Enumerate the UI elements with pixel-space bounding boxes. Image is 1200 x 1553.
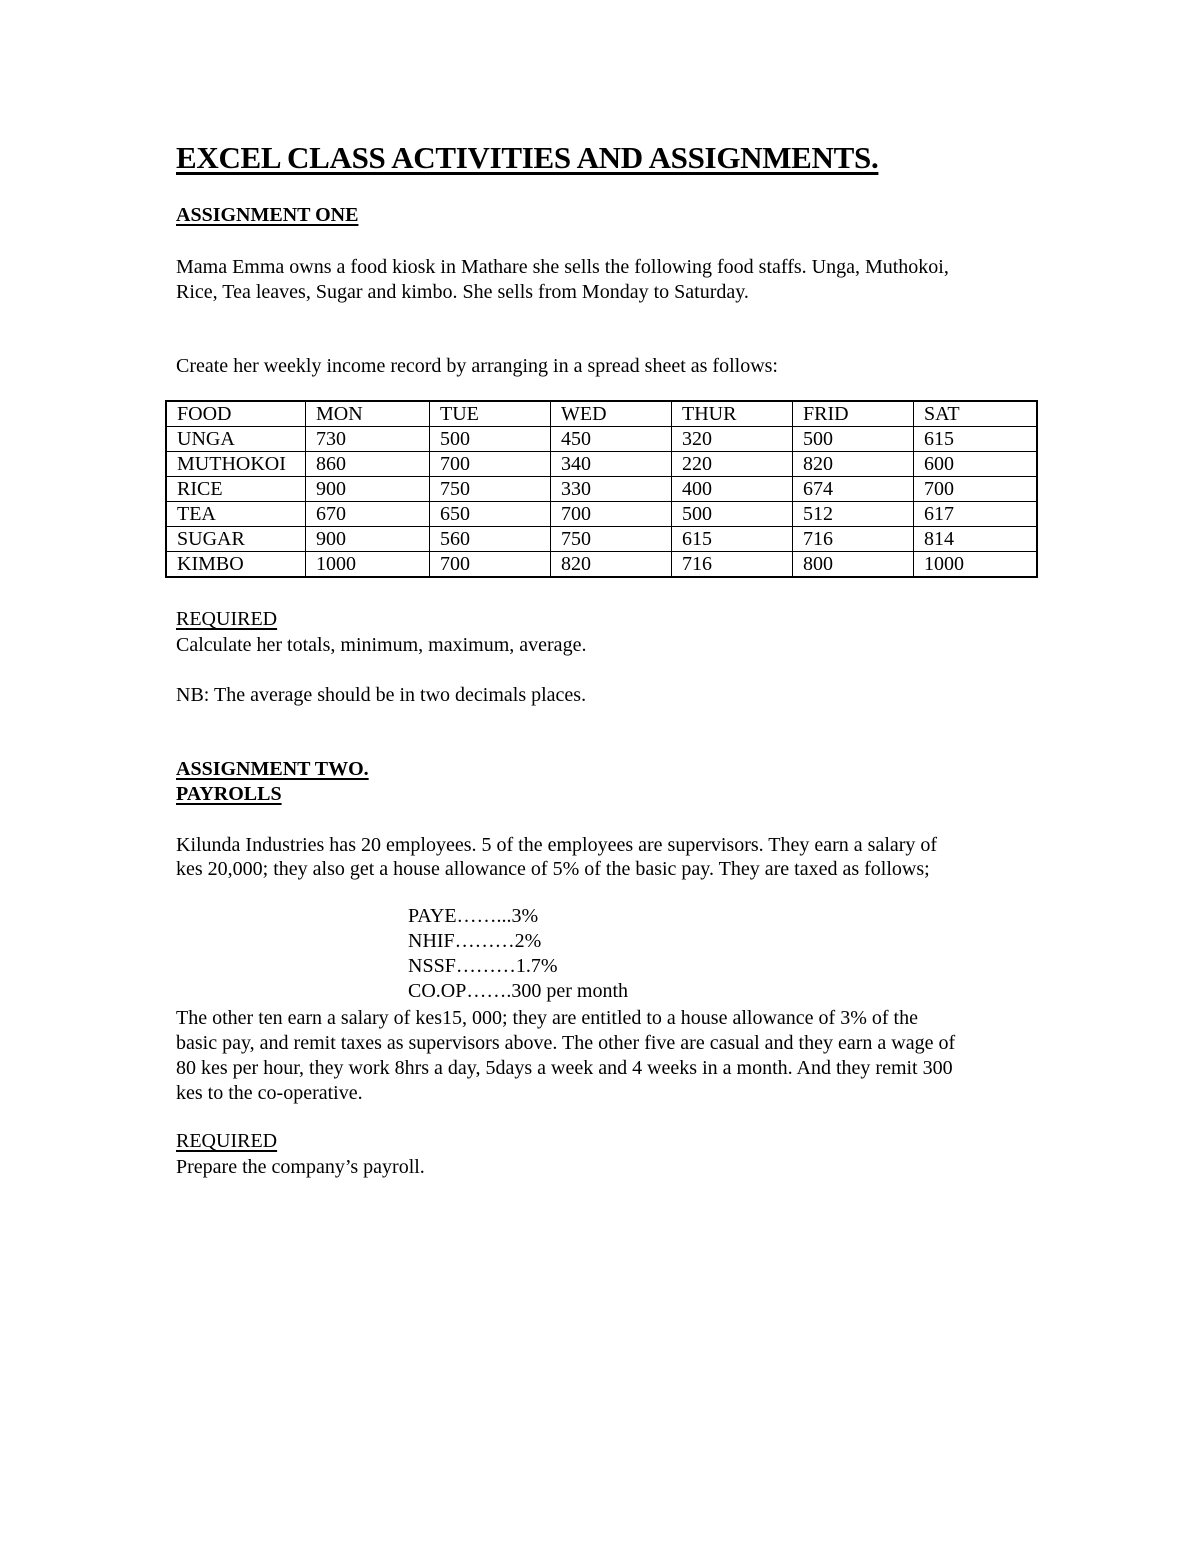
table-header-cell: TUE <box>430 401 551 427</box>
table-header-cell: FOOD <box>166 401 306 427</box>
assignment-two-para-line-4: kes to the co-operative. <box>176 1082 363 1104</box>
assignment-two-required-label: REQUIRED <box>176 1130 278 1152</box>
table-header-cell: FRID <box>793 401 914 427</box>
table-row <box>166 427 1037 452</box>
table-cell: 700 <box>551 502 672 527</box>
table-header-row <box>166 401 1037 427</box>
table-cell: 716 <box>672 552 793 578</box>
table-row <box>166 452 1037 477</box>
table-cell: 500 <box>672 502 793 527</box>
table-cell: 900 <box>306 527 430 552</box>
assignment-one-instruction: Create her weekly income record by arranging in a spread sheet as follows: <box>176 355 778 377</box>
table-cell: KIMBO <box>166 552 306 578</box>
table-cell: 1000 <box>914 552 1038 578</box>
assignment-two-para-line-1: The other ten earn a salary of kes15, 000; they are entitled to a house allowance of 3% of the <box>176 1007 918 1029</box>
table-cell: 650 <box>430 502 551 527</box>
table-row <box>166 477 1037 502</box>
table-cell: TEA <box>166 502 306 527</box>
assignment-one-required-text: Calculate her totals, minimum, maximum, average. <box>176 634 587 656</box>
table-cell: 674 <box>793 477 914 502</box>
table-header-cell: MON <box>306 401 430 427</box>
table-cell: 500 <box>793 427 914 452</box>
assignment-two-para-line-2: basic pay, and remit taxes as supervisors above. The other five are casual and they earn a wage of <box>176 1032 956 1054</box>
table-cell: 700 <box>430 552 551 578</box>
payrolls-subheading: PAYROLLS <box>176 783 282 805</box>
table-cell: 340 <box>551 452 672 477</box>
table-cell: SUGAR <box>166 527 306 552</box>
assignment-one-required-label: REQUIRED <box>176 608 278 630</box>
table-cell: 700 <box>914 477 1038 502</box>
table-cell: 600 <box>914 452 1038 477</box>
tax-rates-list <box>408 904 628 1004</box>
table-cell: 750 <box>430 477 551 502</box>
assignment-one-intro-line-2: Rice, Tea leaves, Sugar and kimbo. She sells from Monday to Saturday. <box>176 281 749 303</box>
table-cell: 615 <box>672 527 793 552</box>
assignment-two-intro-line-2: kes 20,000; they also get a house allowance of 5% of the basic pay. They are taxed as follows; <box>176 858 930 880</box>
table-cell: MUTHOKOI <box>166 452 306 477</box>
table-header-cell: THUR <box>672 401 793 427</box>
table-cell: 560 <box>430 527 551 552</box>
table-cell: 814 <box>914 527 1038 552</box>
table-row <box>166 527 1037 552</box>
table-cell: 730 <box>306 427 430 452</box>
table-cell: UNGA <box>166 427 306 452</box>
table-cell: 800 <box>793 552 914 578</box>
assignment-two-heading: ASSIGNMENT TWO. <box>176 758 369 780</box>
table-header-cell: WED <box>551 401 672 427</box>
table-cell: 617 <box>914 502 1038 527</box>
table-row <box>166 502 1037 527</box>
table-cell: 670 <box>306 502 430 527</box>
table-cell: 500 <box>430 427 551 452</box>
table-cell: 1000 <box>306 552 430 578</box>
table-cell: 512 <box>793 502 914 527</box>
table-cell: 820 <box>793 452 914 477</box>
table-cell: 750 <box>551 527 672 552</box>
table-cell: 330 <box>551 477 672 502</box>
table-cell: RICE <box>166 477 306 502</box>
assignment-one-intro-line-1: Mama Emma owns a food kiosk in Mathare she sells the following food staffs. Unga, Muthokoi, <box>176 256 949 278</box>
tax-rate-nssf: NSSF………1.7% <box>408 955 558 977</box>
table-cell: 400 <box>672 477 793 502</box>
tax-rate-nhif: NHIF………2% <box>408 930 542 952</box>
assignment-two-required-text: Prepare the company’s payroll. <box>176 1156 425 1178</box>
table-cell: 320 <box>672 427 793 452</box>
assignment-two-intro-line-1: Kilunda Industries has 20 employees. 5 of the employees are supervisors. They earn a salary of <box>176 834 938 856</box>
table-cell: 900 <box>306 477 430 502</box>
table-cell: 450 <box>551 427 672 452</box>
weekly-income-table <box>165 400 1038 578</box>
table-cell: 860 <box>306 452 430 477</box>
table-cell: 716 <box>793 527 914 552</box>
table-row <box>166 552 1037 578</box>
table-cell: 700 <box>430 452 551 477</box>
assignment-one-heading: ASSIGNMENT ONE <box>176 204 359 226</box>
tax-rate-coop: CO.OP…….300 per month <box>408 980 628 1002</box>
table-header-cell: SAT <box>914 401 1038 427</box>
document-title: EXCEL CLASS ACTIVITIES AND ASSIGNMENTS. <box>176 140 879 175</box>
table-cell: 220 <box>672 452 793 477</box>
assignment-one-note: NB: The average should be in two decimals places. <box>176 684 587 706</box>
assignment-two-para-line-3: 80 kes per hour, they work 8hrs a day, 5days a week and 4 weeks in a month. And they remit 300 <box>176 1057 953 1079</box>
tax-rate-paye: PAYE……...3% <box>408 905 539 927</box>
table-cell: 615 <box>914 427 1038 452</box>
table-cell: 820 <box>551 552 672 578</box>
